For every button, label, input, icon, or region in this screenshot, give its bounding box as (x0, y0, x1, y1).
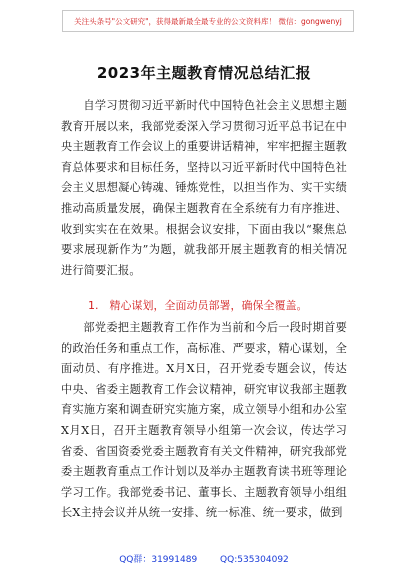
footer-qq-group: QQ群：31991489 (119, 555, 198, 565)
footer-contact (0, 552, 408, 565)
section-heading-1: 1. 精心谋划，全面动员部署，确保全覆盖。 (88, 299, 308, 312)
paragraph-section-1: 部党委把主题教育工作作为当前和今后一段时期首要的政治任务和重点工作，高标准、严要求，精心谋划，全面动员、有序推进。X月X日，召开党委专题会议，传达中央、省委主题教育工作会议精神，研究审议我部主题教育实施方案和调查研究实施方案，成立领导小组和办公室X月X日，召开主题教育领导小组第一次会议，传达学习省委、省国资委党委主题教育有关文件精神，研究我部党委主题教育重点工作计划以及举办主题教育读书班等理论学习工作。我部党委书记、董事长、主题教育领导小组组长X主持会议并从统一安排、统一标准、统一要求，做到 (61, 321, 347, 520)
footer-qq: QQ:535304092 (220, 555, 289, 565)
document-title: 2023年主题教育情况总结汇报 (96, 64, 312, 82)
promo-banner (62, 10, 354, 32)
paragraph-intro: 自学习贯彻习近平新时代中国特色社会主义思想主题教育开展以来，我部党委深入学习贯彻习近平总书记在中央主题教育工作会议上的重要讲话精神，牢牢把握主题教育总体要求和目标任务，坚持以习近平新时代中国特色社会主义思想凝心铸魂、锤炼党性，以担当作为、实干实绩推动高质量发展，确保主题教育在全系统有力有序推进、收到实实在在效果。根据会议安排，下面由我以“聚焦总要求展现新作为”为题，就我部开展主题教育的相关情况进行简要汇报。 (61, 99, 347, 277)
promo-banner-text: 关注头条号"公文研究"，获得最新最全最专业的公文资料库！ 微信：gongwenyj (74, 16, 342, 26)
